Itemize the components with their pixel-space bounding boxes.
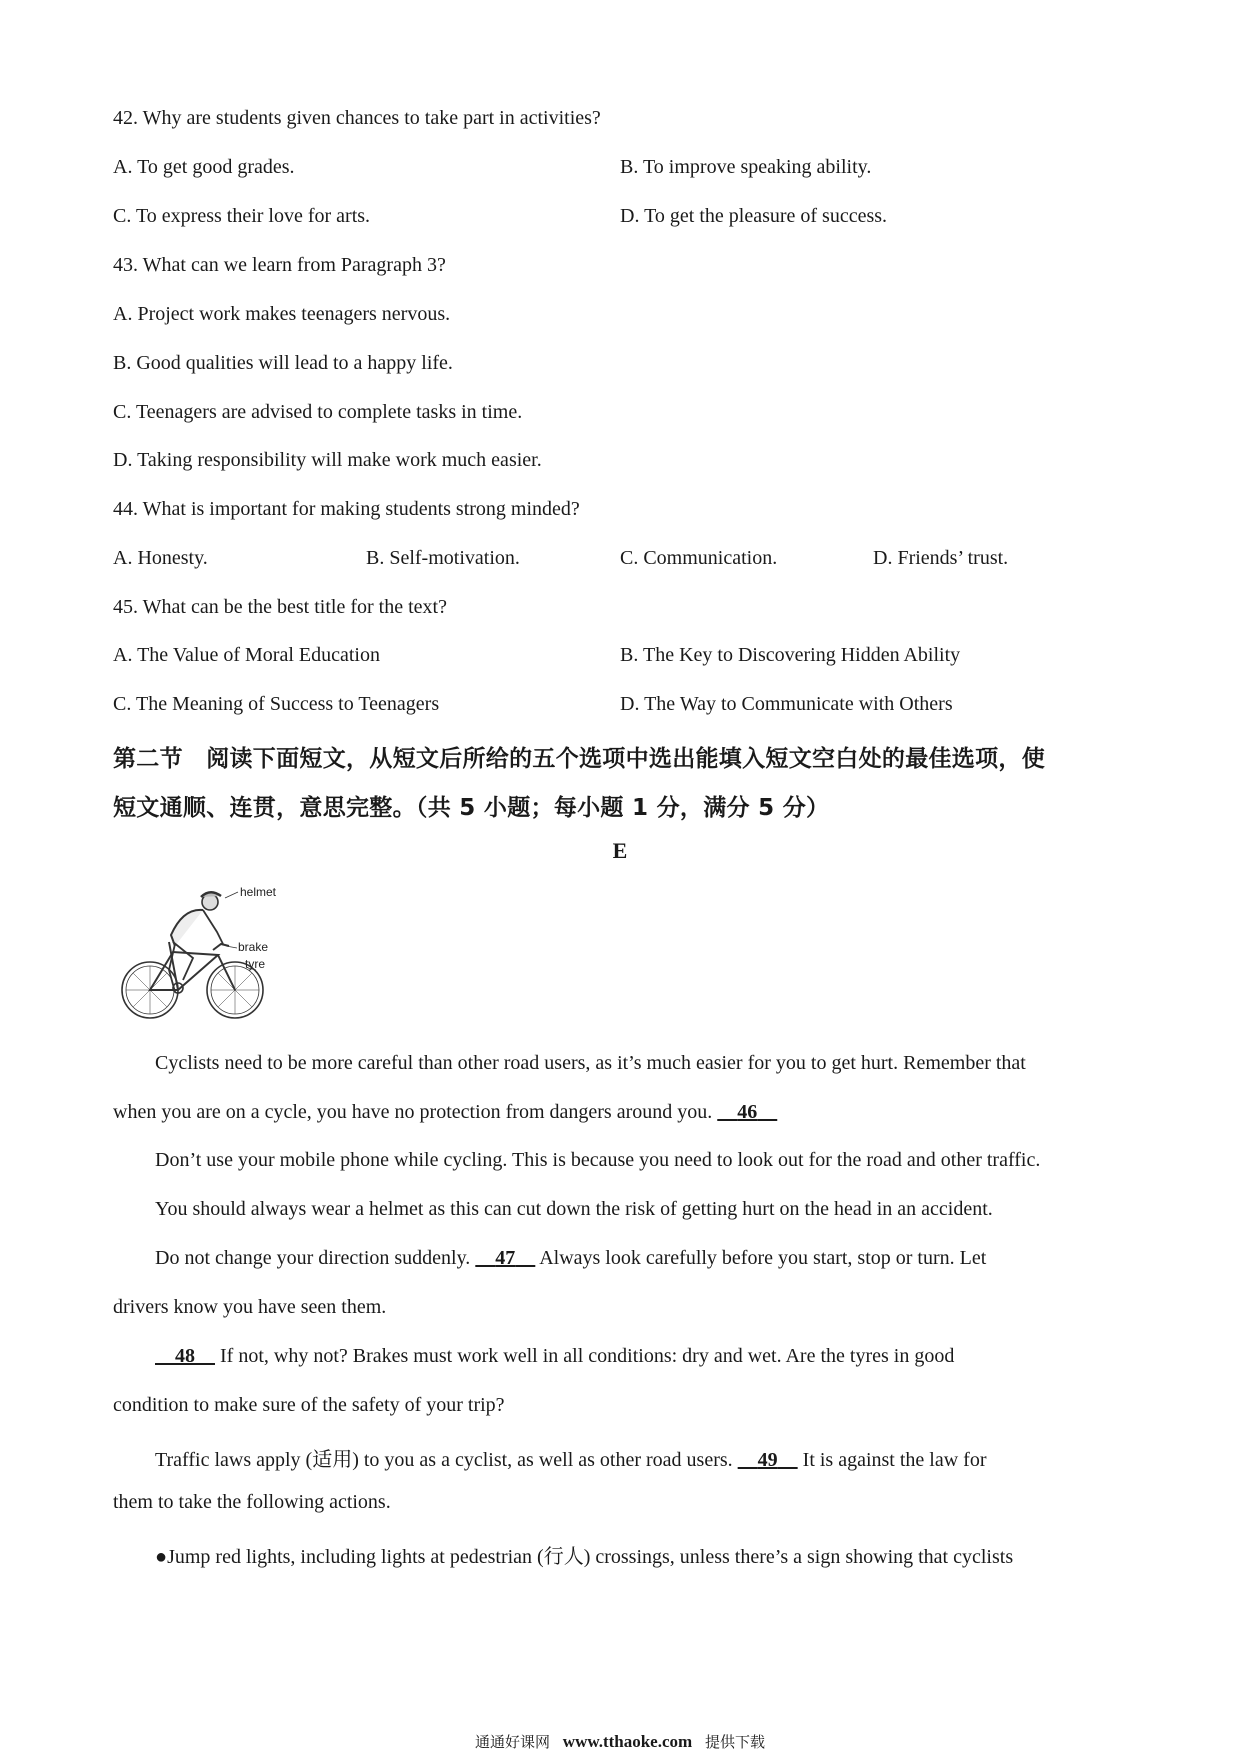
bullet-icon: ● [155, 1546, 168, 1568]
question-43-option-c: C. Teenagers are advised to complete tasks in time. [113, 401, 523, 423]
blank-48-number: 48 [175, 1345, 195, 1367]
passage-p4-pre: Do not change your direction suddenly. [155, 1247, 471, 1269]
helmet-label: helmet [240, 885, 277, 899]
passage-p6-post: It is against the law for [802, 1449, 987, 1471]
passage-p5-line2: condition to make sure of the safety of your trip? [113, 1394, 505, 1416]
question-42-option-b: B. To improve speaking ability. [620, 156, 872, 178]
blank-47-number: 47 [495, 1247, 516, 1269]
question-42-option-d: D. To get the pleasure of success. [620, 205, 888, 227]
passage-p7-line1 [155, 1540, 1013, 1569]
question-45-option-b: B. The Key to Discovering Hidden Ability [620, 644, 961, 666]
question-42-option-a: A. To get good grades. [113, 156, 295, 178]
question-43-option-b: B. Good qualities will lead to a happy life. [113, 352, 453, 374]
question-42-option-c: C. To express their love for arts. [113, 205, 371, 227]
blank-48 [155, 1345, 215, 1368]
passage-p7-text: Jump red lights, including lights at pedestrian (行人) crossings, unless there’s a sign showing that cyclists [167, 1546, 1014, 1568]
section-heading-line2: 短文通顺、连贯，意思完整。（共 5 小题；每小题 1 分，满分 5 分） [113, 795, 830, 821]
passage-p2: Don’t use your mobile phone while cycling. This is because you need to look out for the road and other traffic. [155, 1149, 1041, 1171]
question-44-option-d: D. Friends’ trust. [873, 547, 1009, 569]
passage-letter: E [612, 838, 628, 863]
blank-47 [475, 1247, 535, 1270]
tyre-label: tyre [245, 957, 266, 971]
passage-p1-line1: Cyclists need to be more careful than other road users, as it’s much easier for you to get hurt. Remember that [155, 1052, 1026, 1074]
question-44-option-c: C. Communication. [620, 547, 778, 569]
question-44-stem: 44. What is important for making students strong minded? [113, 498, 580, 520]
footer-download-text: 提供下载 [704, 1733, 765, 1751]
question-45-option-a: A. The Value of Moral Education [113, 644, 380, 666]
question-43-option-a: A. Project work makes teenagers nervous. [113, 303, 451, 325]
question-42-stem: 42. Why are students given chances to take part in activities? [113, 107, 601, 129]
passage-p1-line2 [113, 1101, 777, 1124]
passage-p4-line2: drivers know you have seen them. [113, 1296, 387, 1318]
passage-p4-post: Always look carefully before you start, stop or turn. Let [539, 1247, 987, 1269]
footer-site-name: 通通好课网 [475, 1733, 551, 1751]
section-heading-line1: 第二节 阅读下面短文，从短文后所给的五个选项中选出能填入短文空白处的最佳选项，使 [113, 746, 1045, 772]
question-43-stem: 43. What can we learn from Paragraph 3? [113, 254, 446, 276]
question-45-option-c: C. The Meaning of Success to Teenagers [113, 693, 440, 715]
question-45-stem: 45. What can be the best title for the text? [113, 596, 447, 618]
passage-p1-text: when you are on a cycle, you have no protection from dangers around you. [113, 1101, 713, 1123]
passage-p3: You should always wear a helmet as this can cut down the risk of getting hurt on the head in an accident. [155, 1198, 993, 1220]
blank-49-number: 49 [757, 1449, 778, 1471]
question-45-option-d: D. The Way to Communicate with Others [620, 693, 953, 715]
footer-url[interactable]: www.tthaoke.com [562, 1732, 693, 1751]
cyclist-illustration [113, 880, 298, 1030]
passage-p5-line1 [155, 1345, 954, 1368]
blank-49 [738, 1449, 798, 1472]
brake-label: brake [238, 940, 269, 954]
question-43-option-d: D. Taking responsibility will make work much easier. [113, 449, 542, 471]
blank-46 [717, 1101, 777, 1124]
question-44-option-b: B. Self-motivation. [366, 547, 520, 569]
passage-p6-line2: them to take the following actions. [113, 1491, 391, 1513]
passage-p4-line1 [155, 1247, 986, 1270]
page-footer [0, 1731, 1240, 1752]
question-44-option-a: A. Honesty. [113, 547, 208, 569]
passage-p6-line1 [155, 1443, 987, 1472]
passage-p6-pre: Traffic laws apply (适用) to you as a cyclist, as well as other road users. [155, 1449, 733, 1471]
blank-46-number: 46 [737, 1101, 758, 1123]
passage-p5-post: If not, why not? Brakes must work well in all conditions: dry and wet. Are the tyres in good [220, 1345, 955, 1367]
